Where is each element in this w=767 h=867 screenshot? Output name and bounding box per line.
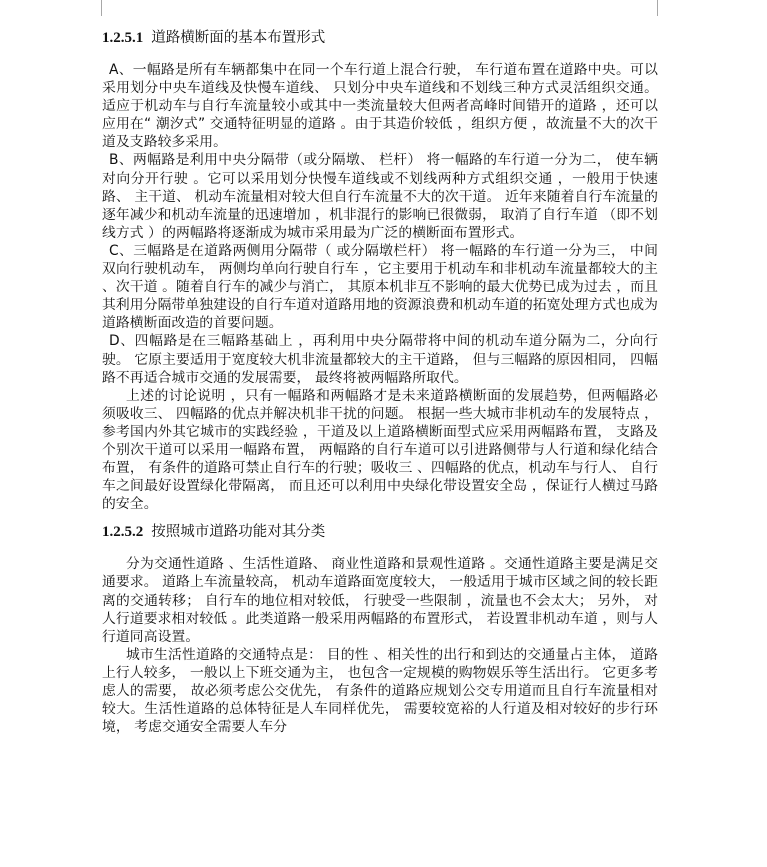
paragraph-one-way-road: A、一幅路是所有车辆都集中在同一个车行道上混合行驶， 车行道布置在道路中央。可以采用划分中央车道线及快慢车道线、 只划分中央车道线和不划线三种方式灵活组织交通。 适应于机动车与自行车流量较小或其中一类流量较大但两者高峰时间错开的道路 ，还可以应用在“ 潮汐式” 交通特征明显的道路 。由于其造价较低 ，组织方便 ，故流量不大的次干道及支路较多采用。: [102, 62, 658, 151]
paragraph-living-roads: 城市生活性道路的交通特点是： 目的性 、相关性的出行和到达的交通量占主体， 道路上行人较多， 一般以上下班交通为主， 也包含一定规模的购物娱乐等生活出行。 它更多考虑人的需要， 故必须考虑公交优先， 有条件的道路应规划公交专用道而且自行车流量相对较大。生活性道路的总体特征是人车同样优先， 需要较宽裕的人行道及相对较好的步行环境， 考虑交通安全需要人车分: [102, 646, 658, 736]
paragraph-three-way-road: C、三幅路是在道路两侧用分隔带（ 或分隔墩栏杆） 将一幅路的车行道一分为三， 中间双向行驶机动车， 两侧均单向行驶自行车 ，它主要用于机动车和非机动车流量都较大的主 、次干道 。随着自行车的减少与消亡， 其原本机非互不影响的最大优势已成为过去 ，而且其利用分隔带单独建设的自行车道对道路用地的资源浪费和机动车道的拓宽处理方式也成为道路横断面改造的首要问题。: [102, 242, 658, 332]
section-title: 按照城市道路功能对其分类: [151, 524, 326, 541]
document-body: [102, 24, 658, 736]
paragraph-two-way-road: B、两幅路是利用中央分隔带（或分隔墩、 栏杆） 将一幅路的车行道一分为二， 使车辆对向分开行驶 。它可以采用划分快慢车道线或不划线两种方式组织交通 ，一般用于快速路、 主干道、 机动车流量相对较大但自行车流量不大的次干道。 近年来随着自行车流量的逐年减少和机动车流量的迅速增加 ，机非混行的影响已很微弱， 取消了自行车道 （即不划线方式 ）的两幅路将逐渐成为城市采用最为广泛的横断面布置形式。: [102, 152, 658, 241]
section-heading-1-2-5-1: [102, 24, 658, 52]
paragraph-four-way-road: D、四幅路是在三幅路基础上 ，再利用中央分隔带将中间的机动车道分隔为二，分向行驶。 它原主要适用于宽度较大机非流量都较大的主干道路， 但与三幅路的原因相同， 四幅路不再适合城市交通的发展需要， 最终将被两幅路所取代。: [102, 333, 658, 386]
section-number: 1.2.5.1: [102, 30, 144, 46]
crop-mark-right: [657, 0, 658, 16]
section-title: 道路横断面的基本布置形式: [151, 30, 326, 46]
section-heading-1-2-5-2: [102, 518, 658, 546]
paragraph-road-classification: 分为交通性道路 、生活性道路、 商业性道路和景观性道路 。交通性道路主要是满足交通要求。 道路上车流量较高， 机动车道路面宽度较大， 一般适用于城市区域之间的较长距离的交通转移； 自行车的地位相对较低， 行驶受一些限制 ，流量也不会太大； 另外， 对人行道要求相对较低 。此类道路一般采用两幅路的布置形式， 若设置非机动车道 ，则与人行道同高设置。: [102, 556, 658, 645]
crop-mark-left: [101, 0, 102, 16]
paragraph-discussion: 上述的讨论说明 ，只有一幅路和两幅路才是未来道路横断面的发展趋势，但两幅路必须吸收三、 四幅路的优点并解决机非干扰的问题。 根据一些大城市非机动车的发展特点 ，参考国内外其它城市的实践经验 ，干道及以上道路横断面型式应采用两幅路布置， 支路及个别次干道可以采用一幅路布置， 两幅路的自行车道可以引进路侧带与人行道和绿化结合布置， 有条件的道路可禁止自行车的行驶；吸收三 、四幅路的优点，机动车与行人、 自行车之间最好设置绿化带隔离， 而且还可以利用中央绿化带设置安全岛 ，保证行人横过马路的安全。: [102, 387, 658, 513]
section-number: 1.2.5.2: [102, 524, 144, 541]
